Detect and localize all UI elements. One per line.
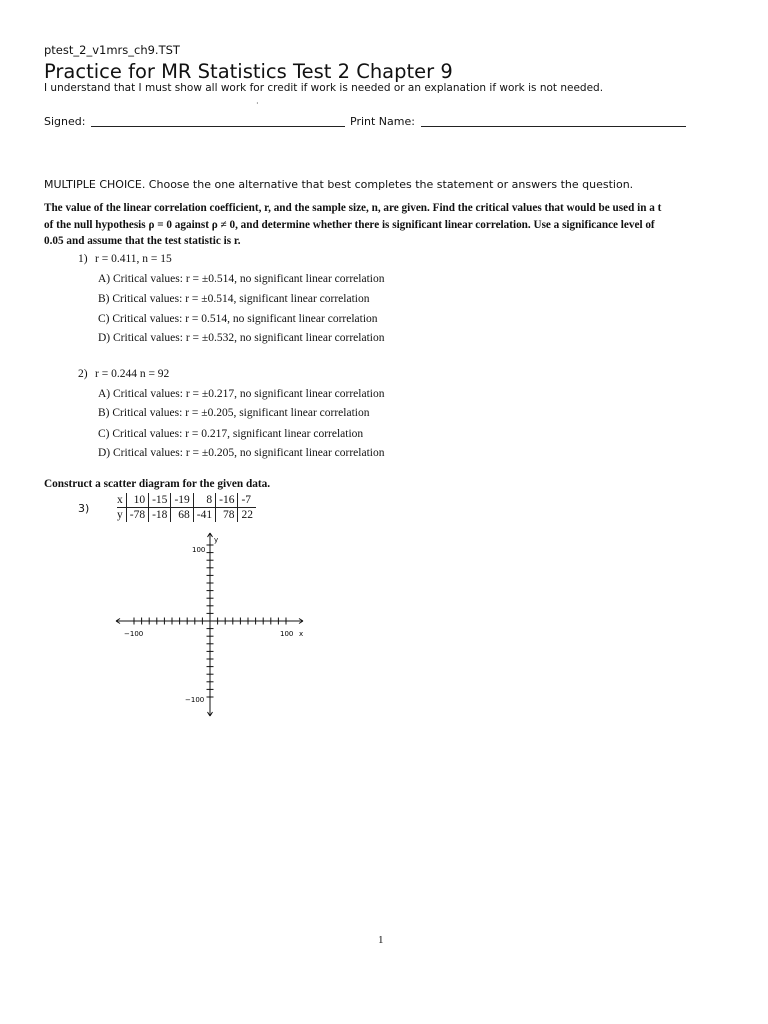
table-cell: -78	[126, 508, 148, 523]
blank-coordinate-grid	[110, 530, 310, 722]
answer-option: D) Critical values: r = ±0.205, no significant linear correlation	[98, 447, 385, 459]
table-cell: -16	[216, 493, 238, 508]
x-axis-label: x	[299, 630, 304, 638]
instruction-line: The value of the linear correlation coefficient, r, and the sample size, n, are given. Find the critical values that would be used in a t	[44, 202, 662, 214]
signed-label: Signed:	[44, 115, 86, 128]
question-stem: r = 0.244 n = 92	[95, 368, 170, 380]
answer-option: C) Critical values: r = 0.514, no significant linear correlation	[98, 313, 378, 325]
work-requirement-note: I understand that I must show all work for credit if work is needed or an explanation if work is not needed.	[44, 82, 604, 94]
print-name-line	[421, 126, 686, 127]
table-row	[117, 493, 256, 508]
table-cell: 10	[126, 493, 148, 508]
page-number: 1	[378, 934, 384, 946]
answer-option: B) Critical values: r = ±0.514, significant linear correlation	[98, 293, 370, 305]
table-cell: 68	[171, 508, 193, 523]
table-cell: -19	[171, 493, 193, 508]
answer-option: C) Critical values: r = 0.217, significant linear correlation	[98, 428, 364, 440]
y-max-label: 100	[192, 546, 206, 554]
question-number: 2)	[78, 368, 88, 380]
page-title: Practice for MR Statistics Test 2 Chapter 9	[44, 60, 453, 83]
data-table	[117, 493, 256, 522]
answer-option: D) Critical values: r = ±0.532, no significant linear correlation	[98, 332, 385, 344]
table-row	[117, 508, 256, 523]
answer-option: A) Critical values: r = ±0.217, no significant linear correlation	[98, 388, 385, 400]
table-cell: -41	[193, 508, 215, 523]
x-min-label: −100	[124, 630, 144, 638]
question-number: 1)	[78, 253, 88, 265]
y-min-label: −100	[185, 696, 205, 704]
instruction-line: of the null hypothesis ρ = 0 against ρ ≠ 0, and determine whether there is significant linear correlation. Use a significance level of	[44, 219, 655, 231]
x-max-label: 100	[280, 630, 294, 638]
section-heading: MULTIPLE CHOICE. Choose the one alternative that best completes the statement or answers the question.	[44, 178, 634, 191]
y-axis-label: y	[214, 536, 219, 544]
answer-option: A) Critical values: r = ±0.514, no significant linear correlation	[98, 273, 385, 285]
table-row-label: y	[117, 508, 126, 523]
table-cell: -18	[149, 508, 171, 523]
instruction-line: 0.05 and assume that the test statistic is r.	[44, 235, 241, 247]
question-stem: r = 0.411, n = 15	[95, 253, 172, 265]
print-name-label: Print Name:	[350, 115, 415, 128]
stray-dot: ·	[256, 99, 259, 108]
table-row-label: x	[117, 493, 126, 508]
table-cell: 78	[216, 508, 238, 523]
scatter-instruction: Construct a scatter diagram for the given data.	[44, 478, 271, 490]
signature-line	[91, 126, 345, 127]
table-cell: 22	[241, 509, 253, 521]
table-cell: -7	[238, 493, 256, 508]
table-cell: 8	[193, 493, 215, 508]
table-cell: -15	[149, 493, 171, 508]
answer-option: B) Critical values: r = ±0.205, significant linear correlation	[98, 407, 370, 419]
document-filename: ptest_2_v1mrs_ch9.TST	[44, 43, 180, 57]
question-number: 3)	[78, 502, 90, 515]
